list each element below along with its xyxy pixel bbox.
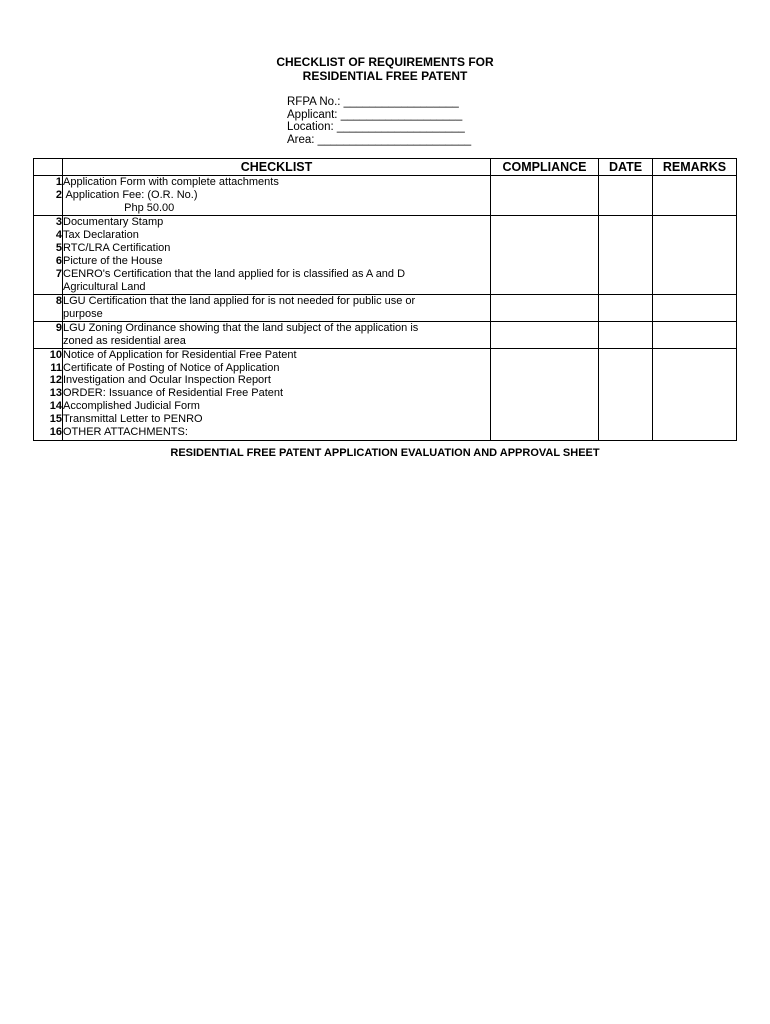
checklist-column-header: CHECKLIST (63, 159, 491, 176)
document-title-line-1: CHECKLIST OF REQUIREMENTS FOR (276, 55, 494, 69)
evaluation-sheet-heading: RESIDENTIAL FREE PATENT APPLICATION EVALUATION AND APPROVAL SHEET (170, 447, 600, 459)
date-cell[interactable] (599, 348, 653, 440)
row-numbers: 8 (34, 295, 63, 322)
number-column-header (34, 159, 63, 176)
row-numbers: 10 11 12 13 14 15 16 (34, 348, 63, 440)
requirement-item: LGU Zoning Ordinance showing that the land subject of the application is zoned as residential area (63, 321, 491, 348)
remarks-cell[interactable] (653, 295, 737, 322)
requirement-item: Notice of Application for Residential Free Patent Certificate of Posting of Notice of Application Investigation and Ocular Inspection Report ORDER: Issuance of Residential Free Patent Accomplished Judicial Form Transmittal Letter to PENRO OTHER ATTACHMENTS: (63, 348, 491, 440)
table-row (34, 176, 737, 216)
compliance-cell[interactable] (491, 176, 599, 216)
row-numbers: 3 4 5 6 7 (34, 216, 63, 295)
applicant-info-block (287, 96, 471, 146)
remarks-cell[interactable] (653, 216, 737, 295)
compliance-column-header: COMPLIANCE (491, 159, 599, 176)
remarks-cell[interactable] (653, 321, 737, 348)
date-cell[interactable] (599, 295, 653, 322)
date-cell[interactable] (599, 216, 653, 295)
table-row (34, 348, 737, 440)
row-numbers: 9 (34, 321, 63, 348)
document-title-line-2: RESIDENTIAL FREE PATENT (302, 69, 468, 83)
compliance-cell[interactable] (491, 295, 599, 322)
date-cell[interactable] (599, 176, 653, 216)
area-field: Area: ________________________ (287, 133, 472, 146)
requirement-item: Documentary Stamp Tax Declaration RTC/LRA Certification Picture of the House CENRO's Certification that the land applied for is classified as A and D Agricultural Land (63, 216, 491, 295)
table-row (34, 321, 737, 348)
compliance-cell[interactable] (491, 216, 599, 295)
row-numbers: 1 2 (34, 176, 63, 216)
remarks-cell[interactable] (653, 348, 737, 440)
table-row (34, 295, 737, 322)
location-field: Location: ____________________ (287, 121, 465, 134)
remarks-column-header: REMARKS (653, 159, 737, 176)
requirement-item: LGU Certification that the land applied for is not needed for public use or purpose (63, 295, 491, 322)
compliance-cell[interactable] (491, 321, 599, 348)
table-row (34, 216, 737, 295)
rfpa-number-field: RFPA No.: __________________ (287, 96, 459, 108)
requirement-item: Application Form with complete attachments Application Fee: (O.R. No.) Php 50.00 (63, 176, 491, 216)
compliance-cell[interactable] (491, 348, 599, 440)
checklist-table (33, 158, 737, 441)
table-header-row (34, 159, 737, 176)
date-column-header: DATE (599, 159, 653, 176)
applicant-field: Applicant: ___________________ (287, 108, 463, 121)
date-cell[interactable] (599, 321, 653, 348)
remarks-cell[interactable] (653, 176, 737, 216)
